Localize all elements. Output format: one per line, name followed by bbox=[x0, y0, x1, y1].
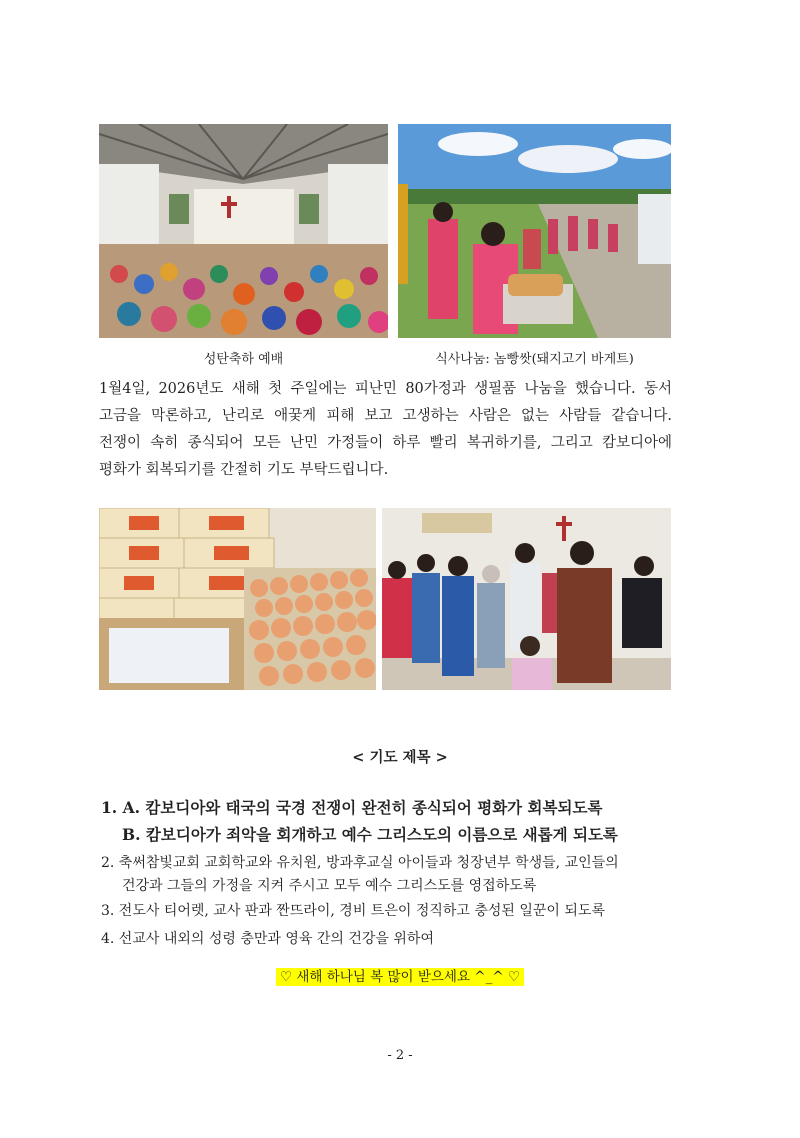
christmas-service-caption: 성탄축하 예배 bbox=[203, 352, 284, 367]
new-year-blessing bbox=[0, 965, 800, 985]
prayer-item-4: 4. 선교사 내외의 성령 충만과 영육 간의 건강을 위하여 bbox=[101, 931, 434, 947]
prayer-item-1a: 1. A. 캄보디아와 태국의 국경 전쟁이 완전히 종식되어 평화가 회복되도록 bbox=[101, 798, 603, 817]
blessing-text: ♡ 새해 하나님 복 많이 받으세요 ^_^ ♡ bbox=[276, 968, 524, 986]
christmas-service-photo bbox=[99, 124, 388, 338]
page-number: - 2 - bbox=[387, 1048, 413, 1063]
distribution-photo bbox=[382, 508, 671, 690]
prayer-item-2b: 건강과 그들의 가정을 지켜 주시고 모두 예수 그리스도를 영접하도록 bbox=[122, 878, 537, 894]
paragraph-line: 고금을 막론하고, 난리로 애꿎게 피해 보고 고생하는 사람은 없는 사람들 같습니다. bbox=[99, 408, 672, 424]
paragraph-line: 평화가 회복되기를 간절히 기도 부탁드립니다. bbox=[99, 462, 389, 478]
meal-sharing-photo bbox=[398, 124, 671, 338]
supplies-photo bbox=[99, 508, 376, 690]
paragraph-line: 1월4일, 2026년도 새해 첫 주일에는 피난민 80가정과 생필품 나눔을 했습니다. 동서 bbox=[99, 381, 672, 397]
report-paragraph bbox=[99, 376, 672, 484]
prayer-item-2a: 2. 축써참빛교회 교회학교와 유치원, 방과후교실 아이들과 청장년부 학생들, 교인들의 bbox=[101, 855, 619, 871]
prayer-item-3: 3. 전도사 티어렛, 교사 판과 짠뜨라이, 경비 트은이 정직하고 충성된 일꾼이 되도록 bbox=[101, 903, 605, 919]
prayer-heading: < 기도 제목 > bbox=[352, 749, 448, 766]
paragraph-line: 전쟁이 속히 종식되어 모든 난민 가정들이 하루 빨리 복귀하기를, 그리고 캄보디아에 bbox=[99, 435, 672, 451]
prayer-item-1b: B. 캄보디아가 죄악을 회개하고 예수 그리스도의 이름으로 새롭게 되도록 bbox=[122, 825, 618, 844]
meal-sharing-caption: 식사나눔: 놈빵쌋(돼지고기 바게트) bbox=[435, 352, 634, 367]
